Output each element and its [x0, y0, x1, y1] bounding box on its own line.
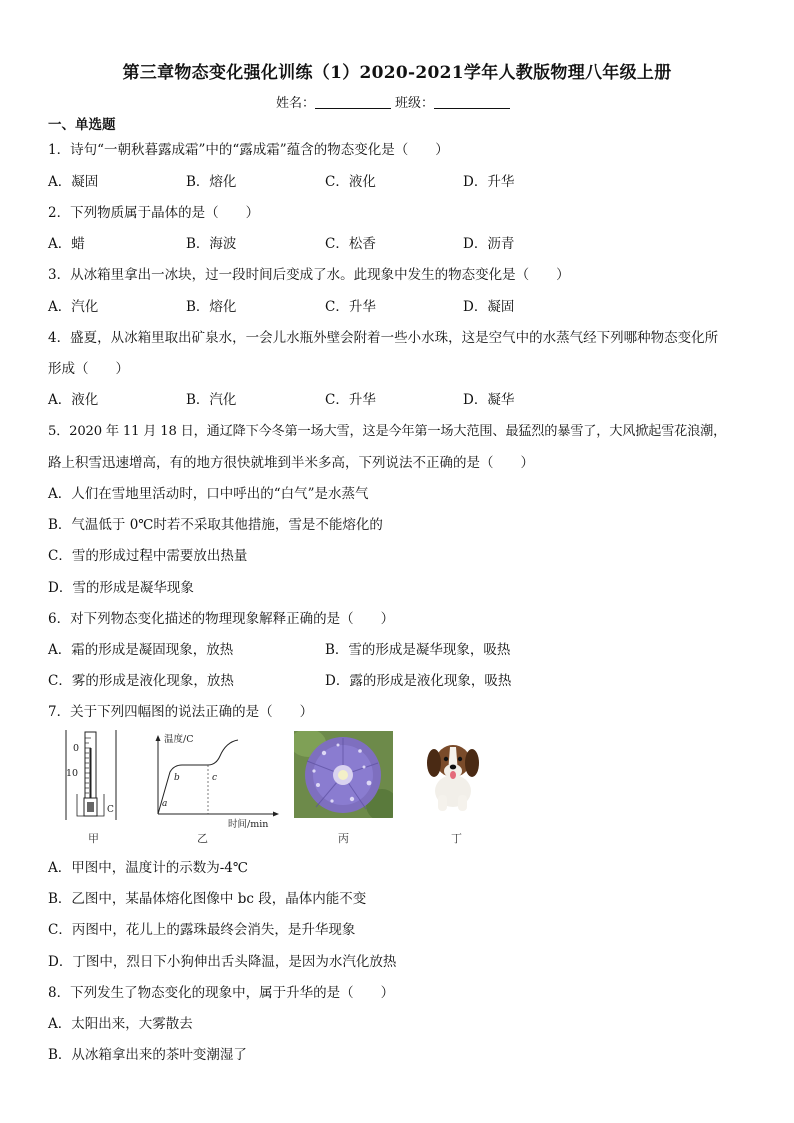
question-3-stem: 3．从冰箱里拿出一冰块，过一段时间后变成了水。此现象中发生的物态变化是（ ） — [48, 267, 570, 283]
question-7-option-c[interactable]: C．丙图中，花儿上的露珠最终会消失，是升华现象 — [48, 922, 356, 938]
class-blank[interactable] — [434, 96, 510, 109]
question-6-options-row1 — [48, 638, 748, 658]
section-heading: 一、单选题 — [48, 117, 116, 133]
question-7-option-b[interactable]: B．乙图中，某晶体熔化图像中 bc 段，晶体内能不变 — [48, 891, 367, 907]
graph-point-c: c — [212, 773, 218, 783]
question-4-options — [48, 388, 748, 408]
graph-ylabel: 温度/C — [164, 734, 194, 745]
document-title: 第三章物态变化强化训练（1）2020-2021学年人教版物理八年级上册 — [122, 63, 672, 83]
option-a[interactable]: A．蜡 — [48, 236, 85, 252]
caption-yi: 乙 — [197, 832, 208, 845]
option-d[interactable]: D．露的形成是液化现象，吸热 — [325, 673, 512, 689]
question-4-stem-line2: 形成（ ） — [48, 361, 129, 377]
caption-ding: 丁 — [451, 832, 462, 845]
student-info-line — [276, 92, 514, 111]
graph-point-a: a — [162, 799, 168, 809]
question-8-option-a[interactable]: A．太阳出来，大雾散去 — [48, 1016, 193, 1032]
option-c[interactable]: C．雾的形成是液化现象，放热 — [48, 673, 234, 689]
question-4-stem-line1: 4．盛夏，从冰箱里取出矿泉水，一会儿水瓶外壁会附着一些小水珠，这是空气中的水蒸气经下列哪种物态变化所 — [48, 330, 719, 346]
thermometer-figure — [60, 728, 130, 826]
question-1-stem: 1．诗句“一朝秋暮露成霜”中的“露成霜”蕴含的物态变化是（ ） — [48, 142, 449, 158]
question-5-option-d[interactable]: D．雪的形成是凝华现象 — [48, 580, 194, 596]
option-c[interactable]: C．升华 — [325, 392, 376, 408]
caption-jia: 甲 — [88, 832, 99, 845]
question-6-options-row2 — [48, 669, 748, 689]
option-b[interactable]: B．汽化 — [186, 392, 237, 408]
question-7-option-d[interactable]: D．丁图中，烈日下小狗伸出舌头降温，是因为水汽化放热 — [48, 954, 397, 970]
question-5-stem-line1: 5．2020 年 11 月 18 日，通辽降下今冬第一场大雪，这是今年第一场大范围、最猛烈的暴雪了，大风掀起雪花浪潮， — [48, 424, 727, 439]
question-1-options — [48, 170, 748, 190]
option-d[interactable]: D．凝华 — [463, 392, 515, 408]
tick-label-0: 0 — [73, 743, 80, 754]
question-5-option-c[interactable]: C．雪的形成过程中需要放出热量 — [48, 548, 248, 564]
question-7-option-a[interactable]: A．甲图中，温度计的示数为-4℃ — [48, 860, 249, 876]
name-label: 姓名： — [276, 96, 316, 111]
caption-bing: 丙 — [338, 832, 349, 845]
option-b[interactable]: B．熔化 — [186, 174, 237, 190]
graph-point-b: b — [174, 773, 180, 783]
option-c[interactable]: C．液化 — [325, 174, 376, 190]
question-8-stem: 8．下列发生了物态变化的现象中，属于升华的是（ ） — [48, 985, 395, 1001]
option-d[interactable]: D．凝固 — [463, 299, 515, 315]
puppy-photo — [420, 733, 486, 813]
tick-label-10: 10 — [66, 768, 79, 779]
option-c[interactable]: C．升华 — [325, 299, 376, 315]
question-2-options — [48, 232, 748, 252]
name-blank[interactable] — [315, 96, 391, 109]
option-b[interactable]: B．雪的形成是凝华现象，吸热 — [325, 642, 511, 658]
option-a[interactable]: A．凝固 — [48, 174, 99, 190]
option-d[interactable]: D．沥青 — [463, 236, 515, 252]
class-label: 班级： — [395, 96, 435, 111]
question-3-options — [48, 295, 748, 315]
option-b[interactable]: B．海波 — [186, 236, 237, 252]
question-5-stem-line2: 路上积雪迅速增高，有的地方很快就堆到半米多高，下列说法不正确的是（ ） — [48, 455, 534, 471]
option-a[interactable]: A．汽化 — [48, 299, 99, 315]
label-c: C — [107, 805, 114, 815]
question-7-stem: 7．关于下列四幅图的说法正确的是（ ） — [48, 704, 314, 720]
option-a[interactable]: A．液化 — [48, 392, 99, 408]
question-2-stem: 2．下列物质属于晶体的是（ ） — [48, 205, 260, 221]
question-5-option-a[interactable]: A．人们在雪地里活动时，口中呼出的“白气”是水蒸气 — [48, 486, 369, 502]
option-d[interactable]: D．升华 — [463, 174, 515, 190]
option-c[interactable]: C．松香 — [325, 236, 376, 252]
graph-xlabel: 时间/min — [228, 819, 269, 830]
melting-graph-figure — [148, 732, 283, 830]
option-b[interactable]: B．熔化 — [186, 299, 237, 315]
option-a[interactable]: A．霜的形成是凝固现象，放热 — [48, 642, 234, 658]
question-6-stem: 6．对下列物态变化描述的物理现象解释正确的是（ ） — [48, 611, 395, 627]
question-5-option-b[interactable]: B．气温低于 0℃时若不采取其他措施，雪是不能熔化的 — [48, 517, 383, 533]
question-8-option-b[interactable]: B．从冰箱拿出来的茶叶变潮湿了 — [48, 1047, 247, 1063]
flower-photo — [294, 731, 393, 818]
